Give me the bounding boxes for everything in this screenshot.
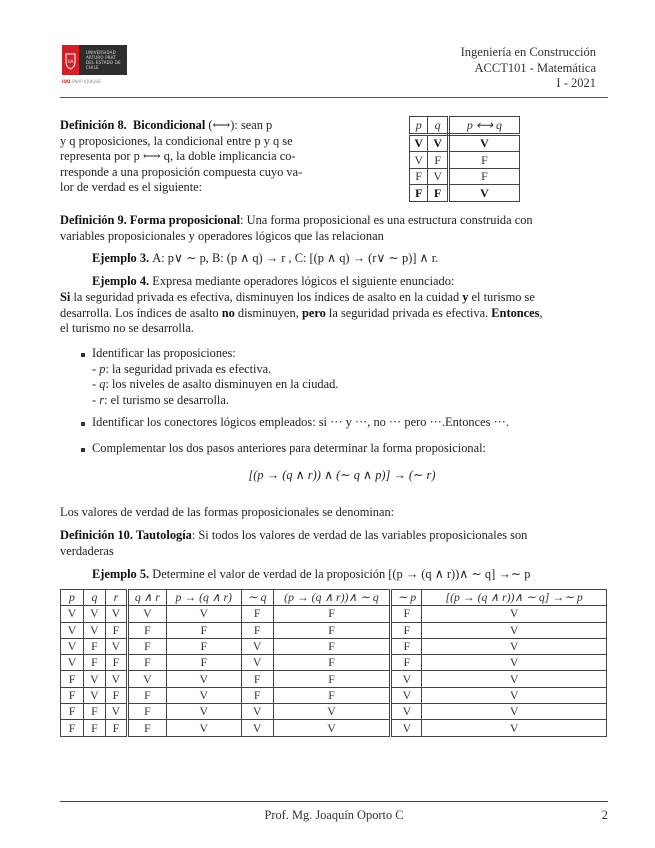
def8-line: representa por p ⟷ q, la doble implicancia co-: [60, 149, 296, 163]
table-row: [410, 185, 520, 202]
bullet-complement: [92, 441, 612, 457]
table-cell: F: [61, 720, 84, 736]
university-logo: [79, 45, 127, 75]
table-cell: V: [422, 655, 607, 671]
table-row: [61, 655, 607, 671]
biconditional-truth-table: [409, 116, 520, 202]
table-cell: V: [422, 638, 607, 654]
table-cell: F: [105, 687, 127, 703]
propositional-formula: [92, 468, 592, 484]
bullet-icon: [81, 422, 85, 426]
table-cell: F: [61, 671, 84, 687]
prop-text: : los niveles de asalto disminuyen en la ciudad.: [105, 377, 339, 391]
table-cell: F: [428, 152, 448, 169]
def8-term: Bicondicional: [132, 118, 206, 132]
table-cell: F: [127, 622, 166, 638]
table-cell: F: [410, 168, 428, 185]
table-cell: V: [391, 687, 422, 703]
table-cell: V: [61, 638, 84, 654]
table-cell: F: [273, 687, 391, 703]
table-cell: V: [391, 704, 422, 720]
table-header-row: [61, 590, 607, 606]
table-cell: F: [105, 622, 127, 638]
table-cell: F: [273, 638, 391, 654]
def9-text: variables proposicionales y operadores lógicos que las relacionan: [60, 228, 384, 243]
table-cell: F: [241, 622, 273, 638]
table-cell: V: [166, 687, 241, 703]
table-cell: V: [166, 606, 241, 622]
formula-text: [(p → (q ∧ r)) ∧ (∼ q ∧ p)] → (∼ r): [248, 468, 436, 482]
def10-label: Definición 10. Tautología: [60, 528, 192, 542]
prop-text: : la seguridad privada es efectiva.: [105, 361, 272, 376]
page-number: 2: [601, 808, 608, 822]
col-header: q ∧ r: [127, 590, 166, 606]
ej3-label: Ejemplo 3.: [92, 251, 150, 265]
table-cell: F: [391, 606, 422, 622]
table-cell: F: [127, 638, 166, 654]
table-cell: V: [83, 622, 105, 638]
table-cell: V: [241, 655, 273, 671]
ej5-label: Ejemplo 5.: [92, 567, 150, 581]
statement-text: ,: [539, 305, 543, 320]
table-cell: F: [391, 622, 422, 638]
prop-var: q: [99, 377, 106, 391]
proposition-item: - q: los niveles de asalto disminuyen en la ciudad.: [92, 377, 339, 391]
keyword-y: y: [462, 290, 469, 304]
table-cell: F: [273, 655, 391, 671]
table-header-row: [410, 117, 520, 135]
col-header: (p → (q ∧ r))∧ ∼ q: [273, 590, 391, 606]
bullet-text: Identificar los conectores lógicos empleados: si ··· y ···, no ··· pero ···.Entonces ···.: [92, 415, 509, 429]
table-cell: F: [105, 655, 127, 671]
definition-9: [60, 213, 610, 244]
table-cell: F: [105, 720, 127, 736]
keyword-pero: pero: [301, 305, 326, 320]
logo-tagline: [62, 79, 101, 84]
table-cell: V: [61, 606, 84, 622]
table-cell: V: [391, 720, 422, 736]
ej4-label: Ejemplo 4.: [92, 274, 150, 288]
table-cell: V: [448, 185, 519, 202]
col-header: q: [83, 590, 105, 606]
table-cell: F: [166, 638, 241, 654]
prop-var: p: [99, 361, 106, 376]
table-cell: V: [448, 134, 519, 152]
table-cell: F: [273, 622, 391, 638]
statement-text: la seguridad privada es efectiva.: [325, 305, 492, 320]
program-name: Ingeniería en Construcción: [460, 45, 596, 59]
table-cell: F: [127, 704, 166, 720]
ej3-text: A: p∨ ∼ p, B: (p ∧ q) → r , C: [(p ∧ q) → (r∨ ∼ p)] ∧ r.: [152, 251, 439, 265]
table-cell: V: [241, 638, 273, 654]
table-cell: V: [241, 704, 273, 720]
statement-text: el turismo se: [468, 290, 535, 304]
prop-text: : el turismo se desarrolla.: [104, 392, 229, 407]
statement-text: el turismo no se desarrolla.: [60, 321, 194, 335]
course-code: ACCT101 - Matemática: [474, 60, 596, 75]
keyword-si: Si: [60, 290, 71, 304]
col-header: p: [410, 117, 428, 135]
bullet-text: Identificar las proposiciones:: [92, 346, 236, 360]
prop-var: r: [99, 392, 105, 407]
course-header: [461, 45, 596, 92]
col-header: p: [61, 590, 84, 606]
table-row: [61, 687, 607, 703]
table-row: [61, 638, 607, 654]
semester: I - 2021: [556, 76, 596, 90]
def8-line: lor de verdad es el siguiente:: [60, 180, 203, 194]
col-header: [(p → (q ∧ r))∧ ∼ q] →∼ p: [422, 590, 607, 606]
table-cell: F: [241, 671, 273, 687]
table-cell: V: [166, 671, 241, 687]
table-cell: F: [127, 655, 166, 671]
table-cell: V: [422, 671, 607, 687]
col-header: p → (q ∧ r): [166, 590, 241, 606]
table-cell: F: [127, 720, 166, 736]
proposition-item: - p: la seguridad privada es efectiva.: [92, 361, 272, 376]
table-row: [61, 622, 607, 638]
col-header: q: [428, 117, 448, 135]
col-header: ∼ q: [241, 590, 273, 606]
university-shield-icon: [62, 45, 79, 75]
table-cell: V: [105, 671, 127, 687]
table-cell: V: [105, 704, 127, 720]
def10-text: : Si todos los valores de verdad de las variables proposicionales son: [191, 528, 528, 542]
ej4-intro: Expresa mediante operadores lógicos el siguiente enunciado:: [152, 274, 455, 288]
table-cell: V: [422, 687, 607, 703]
table-cell: V: [422, 720, 607, 736]
example-4-statement: [60, 290, 612, 337]
table-cell: F: [83, 720, 105, 736]
table-row: [410, 152, 520, 169]
table-cell: V: [127, 606, 166, 622]
table-cell: V: [127, 671, 166, 687]
def9-text: : Una forma proposicional es una estructura construida con: [240, 213, 533, 227]
table-row: [61, 671, 607, 687]
table-cell: V: [273, 704, 391, 720]
table-cell: V: [83, 671, 105, 687]
col-header: p ⟷ q: [448, 117, 519, 135]
tautology-truth-table: [60, 589, 607, 737]
ej5-text: Determine el valor de verdad de la proposición [(p → (q ∧ r))∧ ∼ q] →∼ p: [152, 567, 531, 581]
table-cell: F: [127, 687, 166, 703]
table-cell: V: [391, 671, 422, 687]
table-cell: F: [391, 638, 422, 654]
truth-table-body: [61, 606, 607, 736]
table-cell: V: [61, 622, 84, 638]
proposition-item: - r: el turismo se desarrolla.: [92, 392, 229, 407]
table-cell: F: [83, 655, 105, 671]
def8-line: rresponde a una proposición compuesta cuyo va-: [60, 164, 303, 179]
table-cell: V: [273, 720, 391, 736]
def9-label: Definición 9. Forma proposicional: [60, 213, 241, 227]
table-cell: V: [422, 622, 607, 638]
logo-tagline-red: IQQ: [62, 79, 71, 84]
table-cell: F: [83, 704, 105, 720]
example-5: [92, 567, 612, 583]
example-3: [92, 251, 612, 267]
table-cell: F: [61, 687, 84, 703]
def8-label: Definición 8.: [60, 118, 127, 132]
bullet-icon: [81, 353, 85, 357]
table-cell: V: [428, 134, 448, 152]
keyword-entonces: Entonces: [491, 305, 540, 320]
table-row: [410, 168, 520, 185]
table-cell: V: [61, 655, 84, 671]
def10-text: verdaderas: [60, 543, 114, 558]
table-cell: V: [422, 606, 607, 622]
table-cell: V: [83, 687, 105, 703]
logo-line: UNIVERSIDAD: [86, 50, 116, 55]
def8-line: y q proposiciones, la condicional entre p y q se: [60, 133, 293, 148]
table-cell: V: [166, 704, 241, 720]
table-cell: F: [241, 606, 273, 622]
table-cell: V: [83, 606, 105, 622]
logo-line: DEL ESTADO DE CHILE: [86, 60, 121, 70]
truth-values-intro: Los valores de verdad de las formas proposicionales se denominan:: [60, 505, 395, 519]
table-cell: F: [166, 622, 241, 638]
definition-10: [60, 528, 610, 559]
def8-symbol: (⟷): [208, 118, 235, 132]
statement-text: disminuyen,: [234, 305, 302, 320]
table-cell: V: [410, 152, 428, 169]
table-cell: F: [273, 606, 391, 622]
table-cell: F: [61, 704, 84, 720]
col-header: ∼ p: [391, 590, 422, 606]
table-cell: F: [410, 185, 428, 202]
table-row: [61, 704, 607, 720]
table-cell: F: [273, 671, 391, 687]
table-cell: V: [105, 606, 127, 622]
example-4-heading: [92, 274, 612, 290]
statement-text: la seguridad privada es efectiva, disminuyen los índices de asalto en la cuidad: [70, 290, 463, 304]
logo-line: ARTURO PRAT: [86, 55, 116, 60]
svg-text:UA: UA: [67, 59, 74, 64]
table-row: [410, 134, 520, 152]
statement-text: desarrolla. Los índices de asalto: [60, 305, 222, 320]
bullet-identify-propositions: [92, 346, 592, 408]
table-row: [61, 720, 607, 736]
table-cell: F: [241, 687, 273, 703]
keyword-no: no: [221, 305, 235, 320]
table-cell: V: [422, 704, 607, 720]
author-name: Prof. Mg. Joaquín Oporto C: [264, 808, 404, 822]
definition-8: [60, 118, 332, 196]
table-cell: F: [391, 655, 422, 671]
col-header: r: [105, 590, 127, 606]
table-cell: F: [166, 655, 241, 671]
header-rule: [60, 97, 608, 98]
table-cell: F: [448, 152, 519, 169]
def8-line: : sean p: [234, 118, 273, 132]
table-cell: V: [410, 134, 428, 152]
logo-tagline-text: UNAP IQUIQUE: [71, 79, 101, 84]
table-cell: F: [448, 168, 519, 185]
table-cell: V: [428, 168, 448, 185]
table-cell: V: [166, 720, 241, 736]
bullet-text: Complementar los dos pasos anteriores para determinar la forma proposicional:: [92, 441, 486, 455]
table-cell: V: [105, 638, 127, 654]
table-row: [61, 606, 607, 622]
table-cell: F: [428, 185, 448, 202]
table-cell: F: [83, 638, 105, 654]
footer-rule: [60, 801, 608, 802]
bullet-identify-connectors: [92, 415, 612, 431]
table-cell: V: [241, 720, 273, 736]
bullet-icon: [81, 448, 85, 452]
